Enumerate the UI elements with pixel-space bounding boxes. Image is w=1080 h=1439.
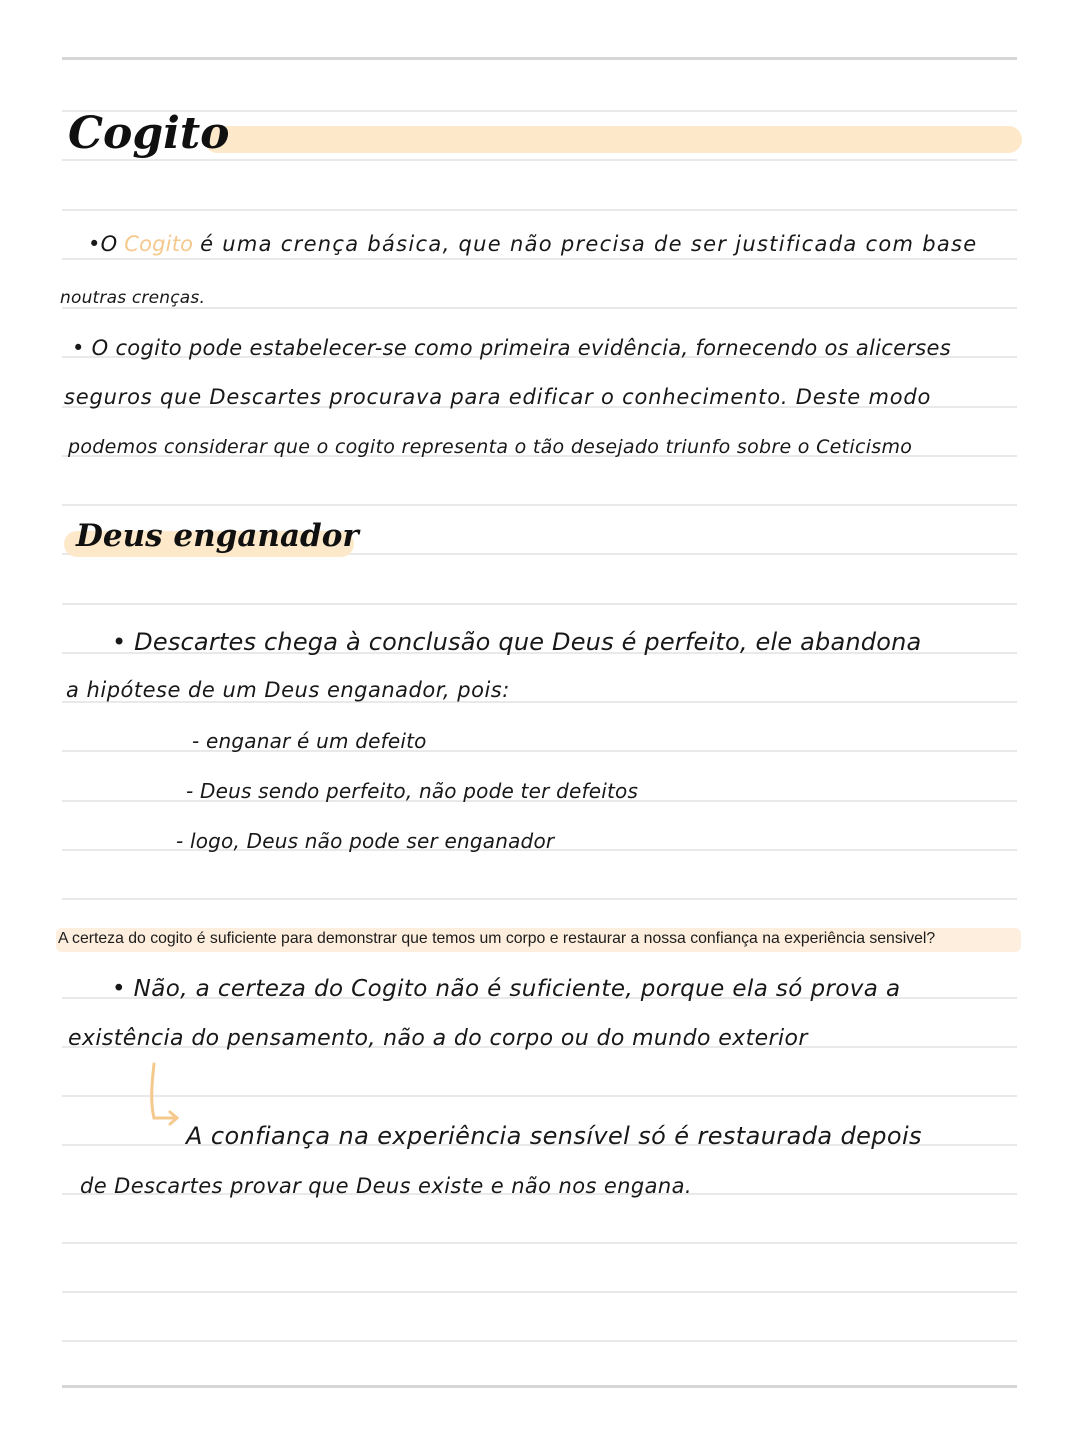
paragraph-line: de Descartes provar que Deus existe e não nos engana. [80,1174,692,1198]
list-item: - enganar é um defeito [192,729,427,753]
paragraph-line: a hipótese de um Deus enganador, pois: [66,678,510,702]
rule-line [62,209,1017,211]
bullet-text: •O [88,232,118,256]
paragraph-line: A confiança na experiência sensível só é restaurada depois [186,1122,922,1150]
paragraph-line [88,232,977,256]
bottom-border [62,1385,1017,1388]
list-item: - Deus sendo perfeito, não pode ter defeitos [186,779,639,803]
highlighted-word: Cogito [124,232,194,256]
line-text: é uma crença básica, que não precisa de ser justificada com base [200,232,978,256]
rule-line [62,159,1017,161]
paragraph-line: podemos considerar que o cogito representa o tão desejado triunfo sobre o Ceticismo [68,436,913,458]
rule-line [62,1340,1017,1342]
rule-line [62,1242,1017,1244]
paragraph-line: seguros que Descartes procurava para edificar o conhecimento. Deste modo [64,385,932,409]
question-highlight [56,928,1021,952]
paragraph-line: existência do pensamento, não a do corpo ou do mundo exterior [68,1026,808,1051]
paragraph-line: • Descartes chega à conclusão que Deus é perfeito, ele abandona [112,628,922,656]
rule-line [62,1095,1017,1097]
title-highlight [204,126,1022,153]
paragraph-line: • O cogito pode estabelecer-se como primeira evidência, fornecendo os alicerses [72,336,951,360]
rule-line [62,898,1017,900]
arrow-icon [146,1062,186,1132]
section-title: Deus enganador [76,518,359,554]
rule-line [62,258,1017,260]
paragraph-line: noutras crenças. [60,288,206,308]
question-text: A certeza do cogito é suficiente para demonstrar que temos um corpo e restaurar a nossa confiança na experiência sensivel? [58,930,936,947]
section-title: Cogito [68,108,230,159]
top-border [62,57,1017,60]
paragraph-line: • Não, a certeza do Cogito não é suficiente, porque ela só prova a [112,976,901,1002]
rule-line [62,603,1017,605]
rule-line [62,1291,1017,1293]
rule-line [62,504,1017,506]
list-item: - logo, Deus não pode ser enganador [176,829,555,853]
rule-line [62,307,1017,309]
